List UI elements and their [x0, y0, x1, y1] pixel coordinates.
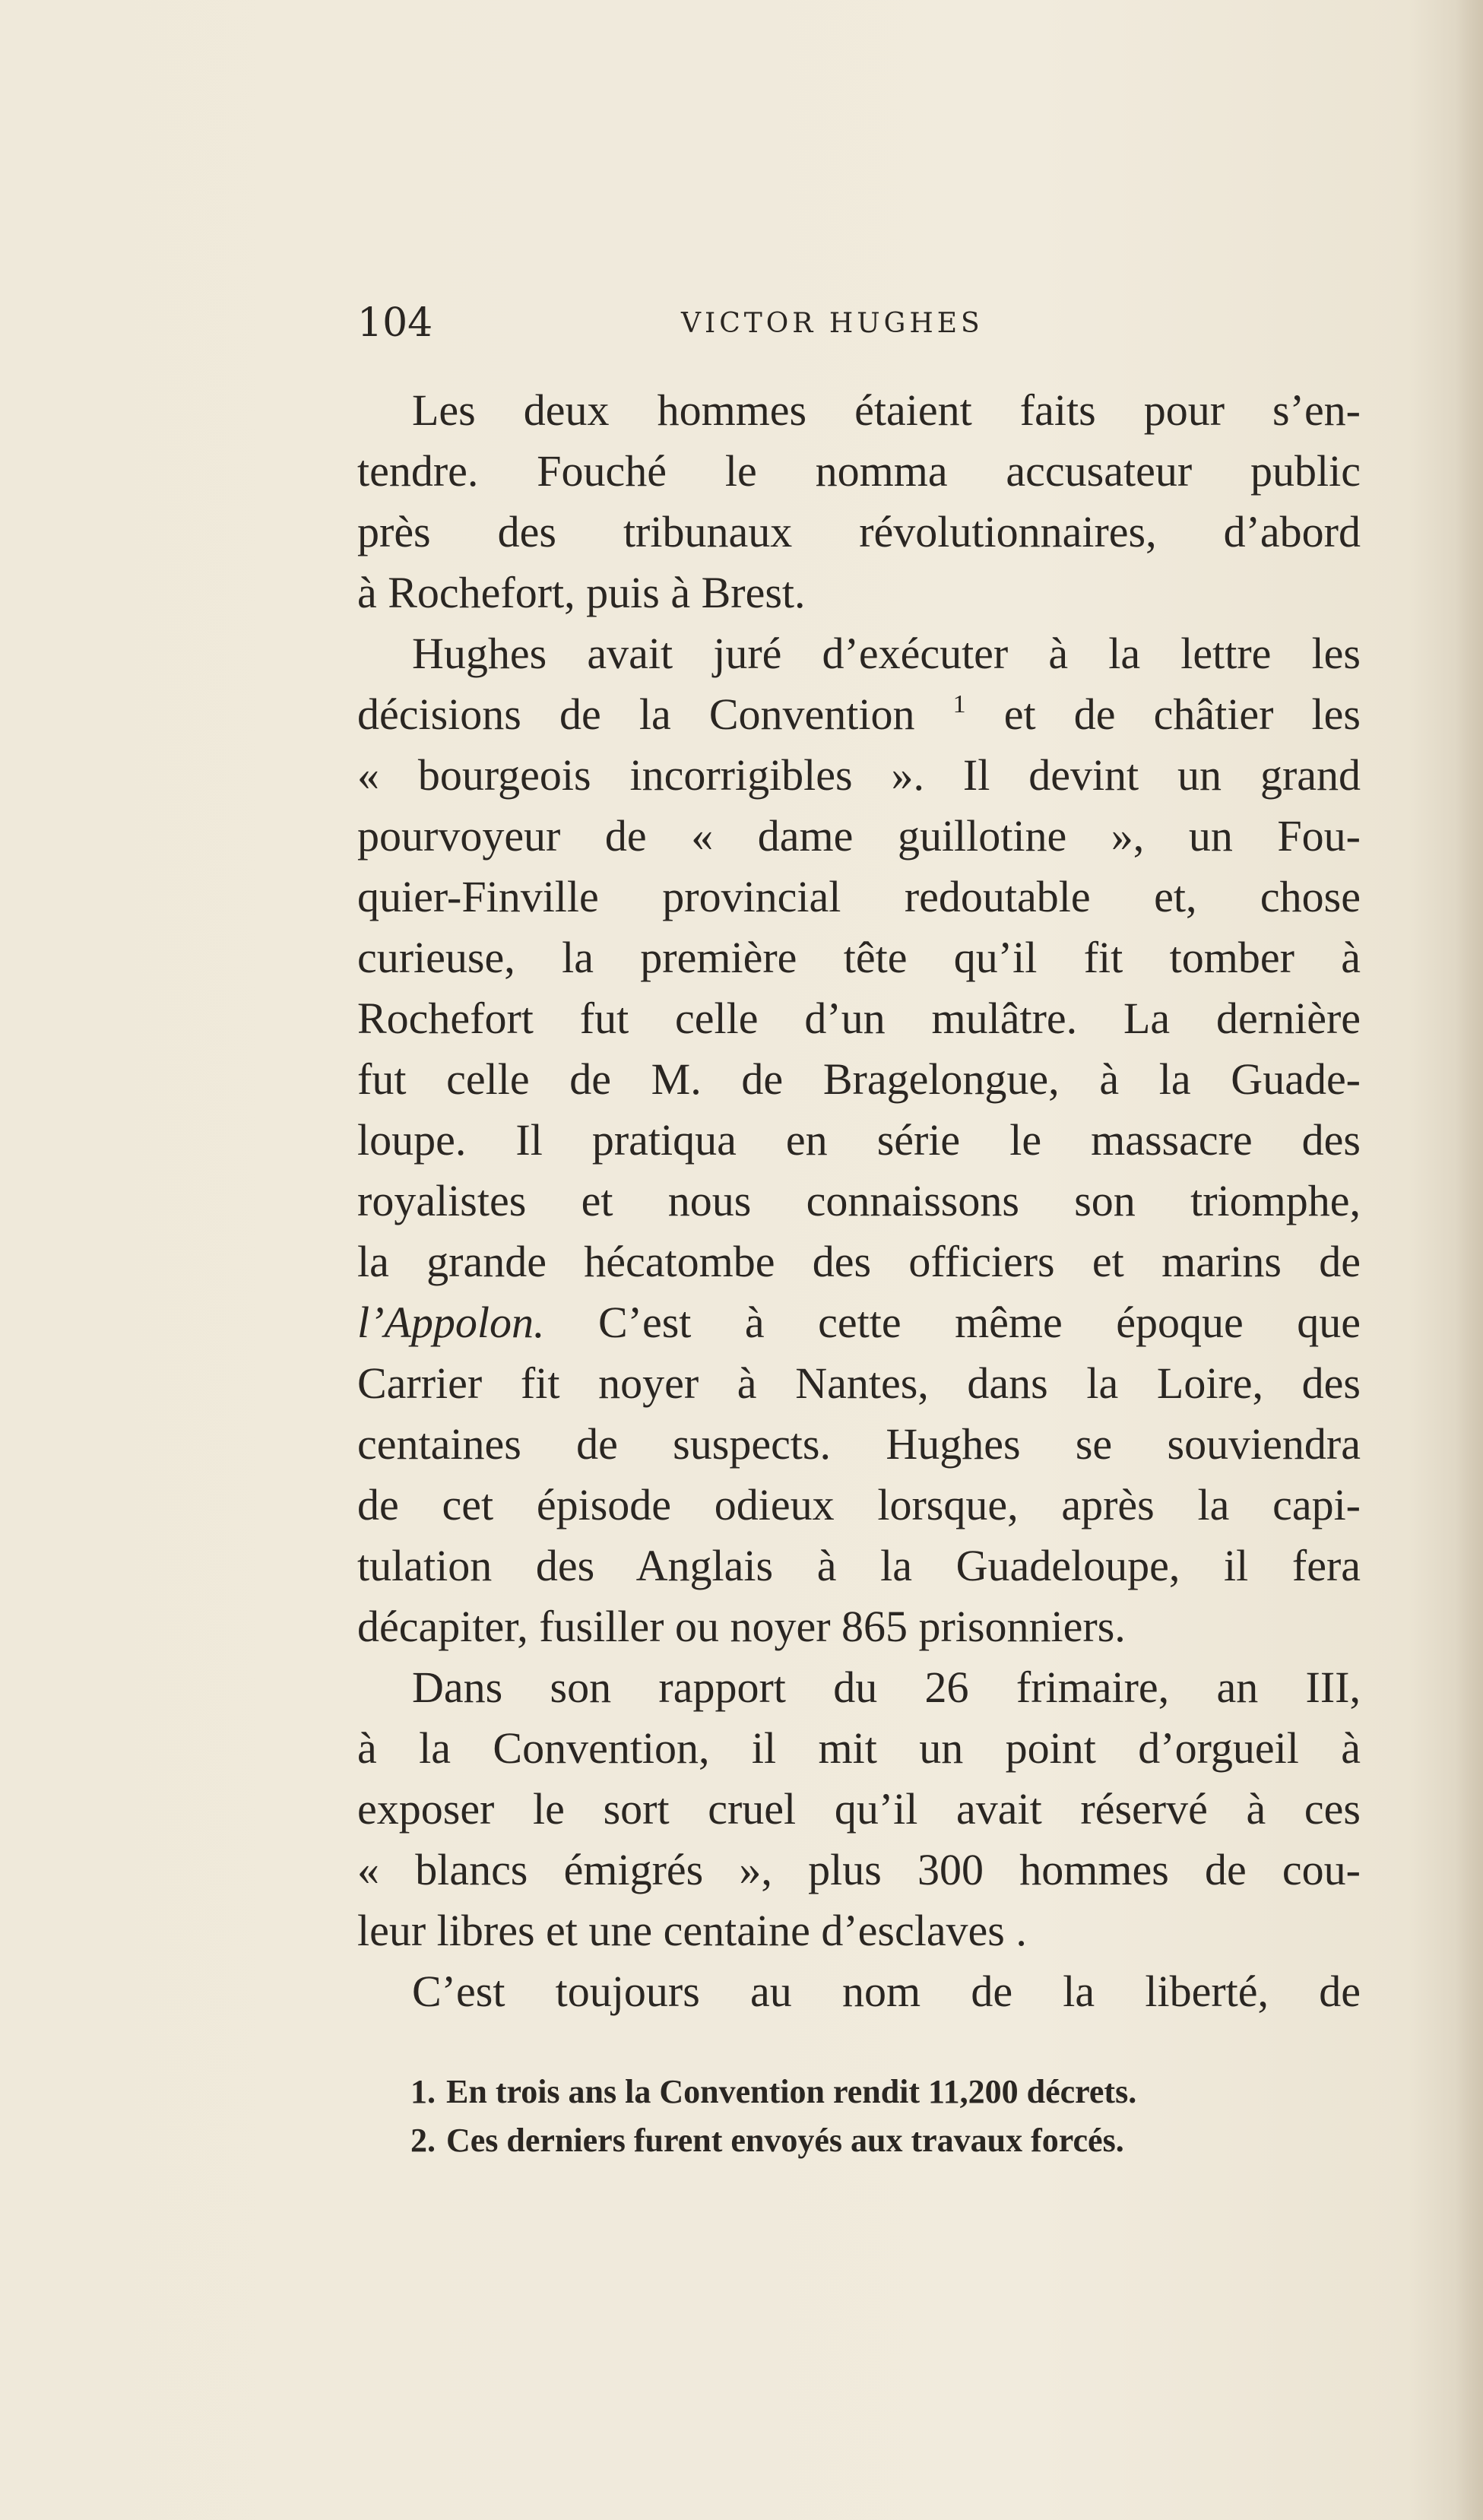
text-fragment: décisions de la Convention — [357, 689, 915, 739]
running-title: VICTOR HUGHES — [681, 308, 984, 339]
text-line: Les deux hommes étaient faits pour s’en- — [412, 385, 1361, 435]
text-line: Dans son rapport du 26 frimaire, an III, — [412, 1663, 1361, 1712]
text-line: tendre. Fouché le nomma accusateur public — [357, 446, 1361, 496]
page-number: 104 — [357, 300, 433, 346]
text-line: exposer le sort cruel qu’il avait réservé à ces — [357, 1784, 1361, 1834]
text-line: à Rochefort, puis à Brest. — [357, 568, 806, 617]
running-head — [357, 296, 1361, 350]
text-line: quier-Finville provincial redoutable et, chose — [357, 872, 1361, 921]
text-line: loupe. Il pratiqua en série le massacre des — [357, 1115, 1361, 1165]
text-line: à la Convention, il mit un point d’orgueil à — [357, 1723, 1361, 1773]
footnote-number: 1. — [410, 2073, 436, 2110]
footnote-1 — [410, 2068, 1361, 2116]
text-line: leur libres et une centaine d’esclaves . — [357, 1906, 1027, 1955]
text-line: « bourgeois incorrigibles ». Il devint un grand — [357, 750, 1361, 800]
text-line — [357, 684, 1361, 745]
body-text — [357, 380, 1361, 2022]
footnote-number: 2. — [410, 2122, 436, 2159]
text-line: centaines de suspects. Hughes se souviendra — [357, 1419, 1361, 1469]
text-line: « blancs émigrés », plus 300 hommes de cou- — [357, 1845, 1361, 1894]
text-line: près des tribunaux révolutionnaires, d’abord — [357, 507, 1361, 556]
text-line: de cet épisode odieux lorsque, après la capi- — [357, 1480, 1361, 1529]
ship-name: l’Appolon. — [357, 1298, 545, 1347]
footnotes — [410, 2068, 1361, 2165]
text-fragment: C’est à cette même époque que — [544, 1298, 1361, 1347]
text-line: Hughes avait juré d’exécuter à la lettre les — [412, 629, 1361, 678]
text-line: curieuse, la première tête qu’il fit tomber à — [357, 933, 1361, 982]
text-line: fut celle de M. de Bragelongue, à la Guade- — [357, 1054, 1361, 1104]
text-line — [357, 1292, 1361, 1353]
text-line: C’est toujours au nom de la liberté, de — [412, 1967, 1361, 2016]
footnote-reference: 1 — [952, 690, 966, 718]
text-line: pourvoyeur de « dame guillotine », un Fou- — [357, 811, 1361, 861]
footnote-text: En trois ans la Convention rendit 11,200 décrets. — [446, 2073, 1137, 2110]
text-fragment: et de châtier les — [965, 689, 1361, 739]
text-line: Rochefort fut celle d’un mulâtre. La dernière — [357, 994, 1361, 1043]
text-line: décapiter, fusiller ou noyer 865 prisonniers. — [357, 1602, 1126, 1651]
footnote-2 — [410, 2116, 1361, 2165]
page-edge-shadow — [1456, 0, 1483, 2520]
footnote-text: Ces derniers furent envoyés aux travaux forcés. — [446, 2122, 1124, 2159]
text-line: tulation des Anglais à la Guadeloupe, il fera — [357, 1541, 1361, 1590]
text-line: la grande hécatombe des officiers et marins de — [357, 1237, 1361, 1286]
text-line: royalistes et nous connaissons son triomphe, — [357, 1176, 1361, 1225]
text-line: Carrier fit noyer à Nantes, dans la Loire, des — [357, 1358, 1361, 1408]
